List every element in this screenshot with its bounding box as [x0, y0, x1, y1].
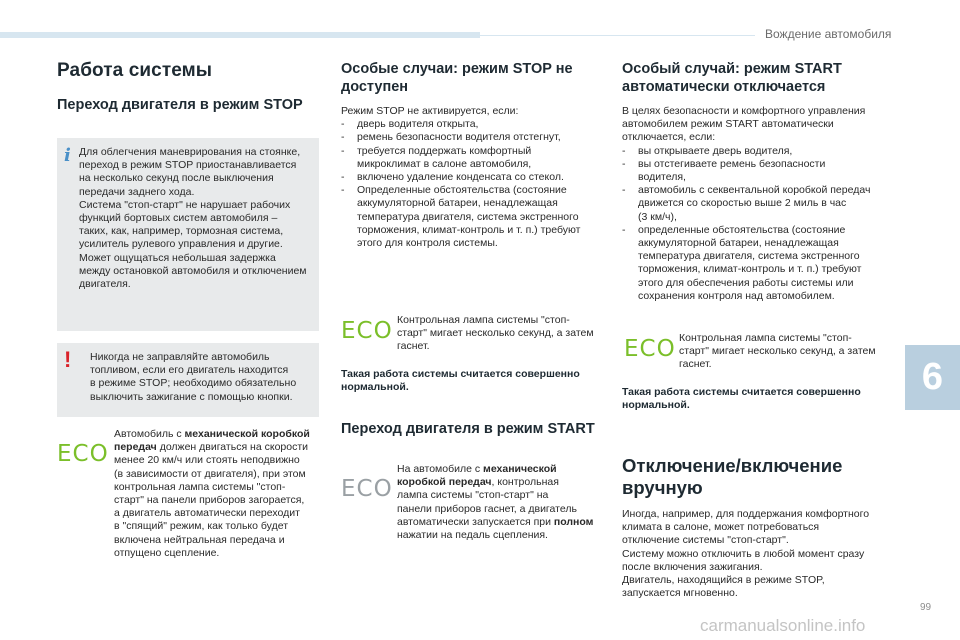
chapter-tab: 6 — [905, 345, 960, 410]
text-line: На автомобиле с механической — [397, 463, 557, 475]
text-line: Автомобиль с механической коробкой — [114, 428, 310, 440]
text-line: автоматически запускается при полном — [397, 515, 594, 528]
text-line: в "спящий" режим, как только будет — [114, 520, 289, 533]
text-line: отпущено сцепление. — [114, 546, 220, 559]
list-item: - требуется поддержать комфортный микроклимат в салоне автомобиля, — [341, 145, 606, 171]
text-line: Контрольная лампа системы "стоп- — [679, 332, 852, 344]
text-line: лампа системы "стоп-старт" на — [397, 489, 549, 502]
info-box — [57, 138, 319, 331]
list-item: - вы отстегиваете ремень безопасности водителя, — [622, 158, 892, 184]
eco-indicator-icon: ECO — [624, 336, 676, 362]
info-box-text — [79, 146, 313, 291]
stop-unavailable-list — [341, 118, 606, 250]
text-line: Контрольная лампа системы "стоп- — [397, 314, 570, 326]
text-line: Иногда, например, для поддержания комфортного — [622, 508, 870, 520]
list-item: - дверь водителя открыта, — [341, 118, 606, 131]
text-line: передач должен двигаться на скорости — [114, 441, 309, 454]
text-line: В целях безопасности и комфортного управления — [622, 105, 866, 117]
text-line: Такая работа системы считается совершенно — [622, 386, 861, 398]
start-mode-heading: Переход двигателя в режим START — [341, 421, 595, 437]
text-line: таких, как, например, тормозная система, — [79, 225, 284, 238]
text-line: двигателя. — [79, 278, 131, 291]
text-line: а двигатель автоматически переходит — [114, 507, 300, 520]
text-line: нормальной. — [341, 381, 409, 394]
text-line: Может ощущаться небольшая задержка — [79, 251, 276, 264]
start-disabled-heading: Особый случай: режим START автоматически отключается — [622, 61, 842, 95]
text-line: коробкой передач, контрольная — [397, 476, 559, 489]
text-line: переход в режим STOP приостанавливается — [79, 159, 297, 172]
text-line: Для облегчения маневрирования на стоянке, — [79, 146, 301, 158]
column-right — [622, 60, 892, 303]
text-line: менее 20 км/ч или стоять неподвижно — [114, 454, 300, 467]
stop-mode-heading: Переход двигателя в режим STOP — [57, 97, 303, 113]
eco-blink-text — [397, 314, 607, 354]
eco-manual-text — [114, 428, 324, 560]
page-number: 99 — [920, 602, 932, 613]
warning-box — [57, 343, 319, 417]
text-line: нажатии на педаль сцепления. — [397, 529, 548, 542]
header-divider — [480, 35, 755, 36]
text-line: Систему можно отключить в любой момент сразу — [622, 547, 865, 560]
text-line: Двигатель, находящийся в режиме STOP, — [622, 574, 825, 587]
page-title: Работа системы — [57, 60, 213, 81]
eco-indicator-icon: ECO — [341, 318, 393, 344]
text-line: старт" мигает несколько секунд, а затем — [397, 327, 594, 340]
text-line: старт" мигает несколько секунд, а затем — [679, 345, 876, 358]
text-line: старт" на панели приборов загорается, — [114, 494, 305, 507]
text-line: на несколько секунд после выключения — [79, 172, 274, 185]
text-line: Никогда не заправляйте автомобиль — [90, 351, 270, 363]
list-item: - определенные обстоятельства (состояние аккумуляторной батареи, ненадлежащая температура двигателя, система экстренного торможения, климат-контроль и т. п.) требуют этого для обеспечения работы системы или сохранения контроля над автомобилем. — [622, 224, 892, 303]
list-item: - включено удаление конденсата со стекол. — [341, 171, 606, 184]
text-line: усилитель рулевого управления и другие. — [79, 238, 283, 251]
eco-start-text — [397, 463, 607, 542]
warning-icon: ! — [64, 347, 72, 372]
text-line: гаснет. — [397, 340, 430, 353]
text-line: включена нейтральная передача и — [114, 533, 285, 546]
text-line: топливом, если его двигатель находится — [90, 364, 289, 377]
text-line: выключить зажигание с помощью кнопки. — [90, 390, 293, 403]
info-icon: i — [64, 145, 71, 166]
eco-indicator-off-icon: ECO — [341, 476, 393, 502]
text-line: Такая работа системы считается совершенно — [341, 368, 580, 380]
manual-toggle-heading: Отключение/включение вручную — [622, 455, 843, 498]
warning-box-text — [90, 351, 313, 404]
text-line: гаснет. — [679, 358, 712, 371]
text-line: контрольная лампа системы "стоп- — [114, 480, 286, 493]
header-accent-bar — [0, 32, 480, 38]
text-line: в режиме STOP; необходимо обязательно — [90, 377, 297, 390]
column-left — [57, 60, 319, 114]
text-line: между остановкой автомобиля и отключением — [79, 264, 307, 277]
stop-unavailable-heading: Особые случаи: режим STOP не доступен — [341, 61, 573, 95]
text-line: функций бортовых систем автомобиля – — [79, 212, 278, 225]
list-item: - вы открываете дверь водителя, — [622, 145, 892, 158]
list-item: - автомобиль с секвентальной коробкой передач движется со скоростью выше 2 миль в час (3 км/ч), — [622, 184, 892, 224]
start-disabled-list — [622, 145, 892, 303]
manual-toggle-text — [622, 508, 892, 600]
text-line: передачи заднего хода. — [79, 185, 195, 198]
watermark: carmanualsonline.info — [700, 616, 866, 635]
list-item: - Определенные обстоятельства (состояние аккумуляторной батареи, ненадлежащая температура двигателя, система экстренного торможения, климат-контроль и т. п.) требуют этого для контроля системы. — [341, 184, 606, 250]
eco-blink-text — [679, 332, 892, 372]
text-line: (в зависимости от двигателя), при этом — [114, 467, 306, 480]
column-middle — [341, 60, 606, 250]
text-line: климата в салоне, может потребоваться — [622, 521, 820, 534]
text-line: Система "стоп-старт" не нарушает рабочих — [79, 198, 291, 211]
eco-indicator-icon: ECO — [57, 441, 109, 467]
section-header: Вождение автомобиля — [765, 27, 892, 41]
text-line: отключается, если: — [622, 131, 716, 144]
normal-operation-note — [622, 386, 892, 412]
start-disabled-intro — [622, 105, 892, 145]
text-line: панели приборов гаснет, а двигатель — [397, 502, 577, 515]
text-line: запускается мгновенно. — [622, 587, 738, 600]
stop-unavailable-intro: Режим STOP не активируется, если: — [341, 105, 519, 117]
normal-operation-note — [341, 368, 606, 394]
text-line: автомобилем режим START автоматически — [622, 118, 834, 131]
text-line: отключение системы "стоп-старт". — [622, 534, 789, 547]
text-line: нормальной. — [622, 399, 690, 412]
text-line: после включения зажигания. — [622, 560, 763, 573]
list-item: - ремень безопасности водителя отстегнут, — [341, 131, 606, 144]
